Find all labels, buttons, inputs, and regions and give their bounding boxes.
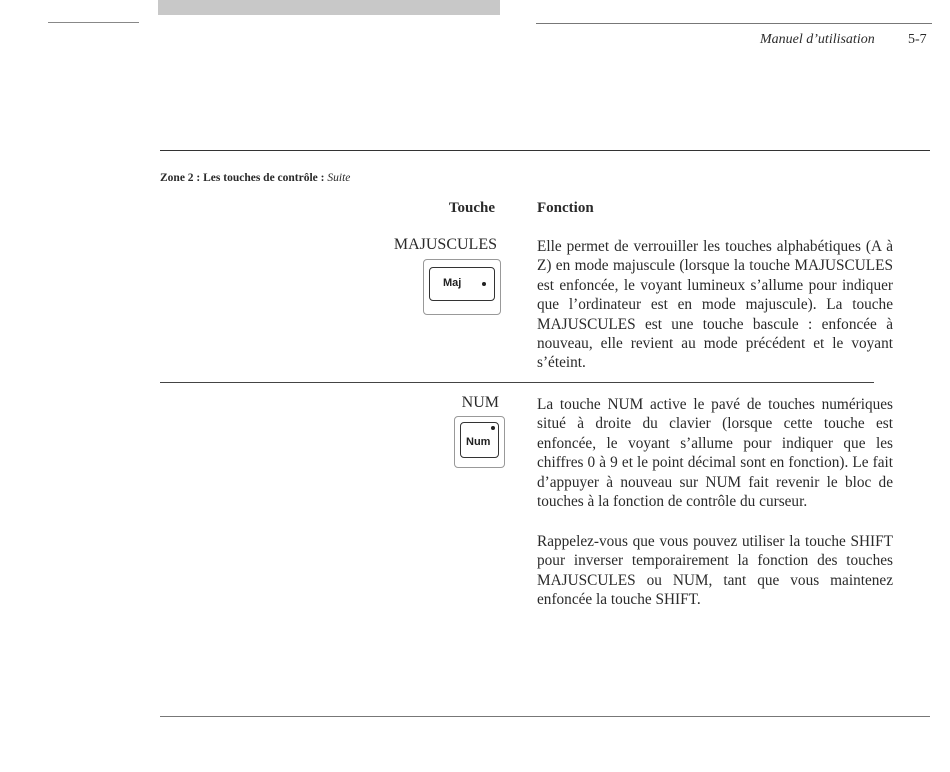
shift-note: Rappelez-vous que vous pouvez utiliser la touche SHIFT pour inverser temporairement la fonction des touches MAJUSCULES ou NUM, tant que vous maintenez enfoncée la touche SHIFT. — [537, 533, 893, 609]
description-majuscules: Elle permet de verrouiller les touches alphabétiques (A à Z) en mode majuscule (lorsque la touche MAJUSCULES est enfoncée, le voyant lumineux s’allume pour indiquer que l’ordinateur est en mode majuscule). La touche MAJUSCULES est une touche bascule : enfoncée à nouveau, elle revient au mode précédent et le voyant s’éteint. — [537, 238, 893, 372]
zone-heading — [160, 172, 350, 184]
maj-key-cap — [429, 267, 495, 301]
bottom-rule — [160, 716, 930, 717]
page-number: 5-7 — [908, 32, 927, 47]
num-key-icon — [454, 416, 505, 468]
zone-label: Zone 2 : Les touches de contrôle : — [160, 172, 325, 184]
header-rule — [536, 23, 932, 24]
row-separator — [160, 382, 874, 383]
maj-key-icon — [423, 259, 501, 315]
header-title: Manuel d’utilisation — [760, 32, 875, 47]
num-indicator-icon — [491, 426, 495, 430]
maj-indicator-icon — [482, 282, 486, 286]
zone-suffix: Suite — [327, 172, 351, 184]
description-num: La touche NUM active le pavé de touches numériques situé à droite du clavier (lorsque cette touche est enfoncée, le voyant s’allume pour indiquer que les chiffres 0 à 9 et le point décimal sont en fonction). Le fait d’appuyer à nouveau sur NUM fait revenir le bloc de touches à la fonction de contrôle du curseur. — [537, 396, 893, 511]
column-header-function: Fonction — [537, 200, 594, 216]
num-key-label: Num — [466, 436, 491, 448]
top-gray-bar — [158, 0, 500, 15]
num-key-cap — [460, 422, 499, 458]
column-header-key: Touche — [448, 200, 495, 216]
top-left-rule — [48, 22, 139, 23]
maj-key-label: Maj — [443, 277, 462, 289]
key-name-num: NUM — [461, 394, 499, 411]
key-name-majuscules: MAJUSCULES — [393, 236, 497, 253]
section-rule — [160, 150, 930, 151]
